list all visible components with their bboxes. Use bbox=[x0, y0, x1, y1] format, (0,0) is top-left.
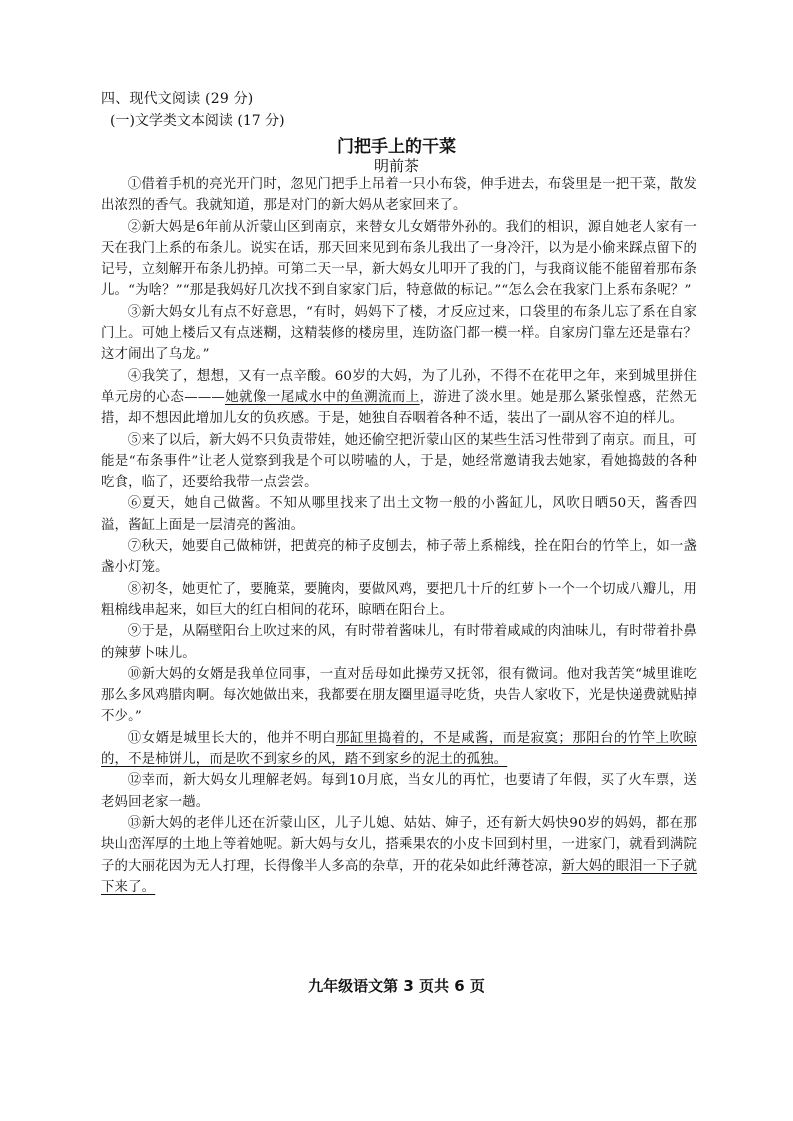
paragraph-12: ⑫幸而，新大妈女儿理解老妈。每到10月底，当女儿的再忙，也要请了年假，买了火车票，送老妈回老家一趟。 bbox=[101, 773, 697, 810]
paragraph-11 bbox=[101, 728, 697, 771]
paragraph-4-text-before: ④我笑了，想想，又有一点辛酸。60岁的大妈，为了儿孙，不得不在花甲之年，来到城里拼住单元房的心态——— bbox=[101, 368, 697, 405]
page-footer: 九年级语文第 3 页共 6 页 bbox=[308, 977, 485, 995]
article-title: 门把手上的干菜 bbox=[337, 137, 456, 157]
paragraph-9: ⑨于是，从隔壁阳台上吹过来的风，有时带着酱味儿，有时带着咸咸的肉油味儿，有时带着扑鼻的辣萝卜味儿。 bbox=[101, 624, 697, 661]
paragraph-7: ⑦秋天，她要自己做柿饼，把黄亮的柿子皮刨去，柿子蒂上系棉线，拴在阳台的竹竿上，如一盏盏小灯笼。 bbox=[101, 539, 697, 576]
paragraph-8: ⑧初冬，她更忙了，要腌菜，要腌肉，要做风鸡，要把几十斤的红萝卜一个一个切成八瓣儿，用粗棉线串起来，如巨大的红白相间的花环，晾晒在阳台上。 bbox=[101, 581, 697, 618]
paragraph-13 bbox=[101, 813, 697, 898]
paragraph-1: ①借着手机的亮光开门时，忽见门把手上吊着一只小布袋，伸手进去，布袋里是一把干菜，散发出浓烈的香气。我就知道，那是对门的新大妈从老家回来了。 bbox=[101, 177, 697, 214]
paragraph-4-underlined: 她就像一尾咸水中的鱼溯流而上 bbox=[224, 389, 420, 405]
paragraph-11-text-before: ⑪女婿是城里长大的，他并不明白 bbox=[127, 730, 337, 746]
paragraph-10: ⑩新大妈的女婿是我单位同事，一直对岳母如此操劳又抚邻，很有微词。他对我苦笑“城里谁吃那么多风鸡腊肉啊。每次她做出来，我都要在朋友圈里逼寻吃货，央告人家收下，光是快递费就贴掉不少。” bbox=[101, 666, 697, 725]
paragraph-3: ③新大妈女儿有点不好意思，“有时，妈妈下了楼，才反应过来，口袋里的布条儿忘了系在自家门上。可她上楼后又有点迷糊，这精装修的楼房里，连防盗门都一模一样。自家房门靠左还是靠右？这才闹出了乌龙。” bbox=[101, 304, 697, 363]
article-author: 明前茶 bbox=[373, 157, 419, 175]
paragraph-2: ②新大妈是6年前从沂蒙山区到南京，来替女儿女婿带外孙的。我们的相识，源自她老人家有一天在我门上系的布条儿。说实在话，那天回来见到布条儿我出了一身冷汗，以为是小偷来踩点留下的记号，立刻解开布条儿扔掉。可第二天一早，新大妈女儿叩开了我的门，与我商议能不能留着那布条儿。“为啥？”“那是我妈好几次找不到自家家门后，特意做的标记。”“怎么会在我家门上系布条呢？” bbox=[101, 219, 697, 299]
paragraph-13-text-before: ⑬新大妈的老伴儿还在沂蒙山区，儿子儿媳、姑姑、婶子，还有新大妈快90岁的妈妈，都在那块山峦浑厚的土地上等着她呢。新大妈与女儿，搭乘果农的小皮卡回到村里，一进家门，就看到满院子的大丽花因为无人打理，长得像半人多高的杂草，开的花朵如此纤薄苍凉， bbox=[101, 815, 697, 874]
section-title: 四、现代文阅读 (29 分) bbox=[101, 91, 254, 107]
paragraph-13-underlined: 新大妈的眼泪一下子就下来了。 bbox=[101, 858, 697, 895]
paragraph-4 bbox=[101, 366, 697, 430]
paragraph-4-text-after: ，游进了淡水里。她是那么紧张惶惑，茫然无措，却不想因此增加儿女的负疚感。于是，她独自吞咽着各种不适，装出了一副从容不迫的样儿。 bbox=[101, 389, 697, 427]
paragraph-11-underlined: 那缸里捣着的，不是咸酱，而是寂寞；那阳台的竹竿上吹晾的，不是柿饼儿，而是吹不到家乡的风，踏不到家乡的泥土的孤独。 bbox=[101, 730, 697, 768]
article-body bbox=[101, 174, 697, 898]
subsection-title: (一)文学类文本阅读 (17 分) bbox=[110, 113, 285, 129]
paragraph-6: ⑥夏天，她自己做酱。不知从哪里找来了出土文物一般的小酱缸儿，风吹日晒50天，酱香四溢，酱缸上面是一层清亮的酱油。 bbox=[101, 496, 697, 533]
paragraph-5: ⑤来了以后，新大妈不只负责带娃，她还偷空把沂蒙山区的某些生活习性带到了南京。而且，可能是“布条事件”让老人觉察到我是个可以唠嗑的人，于是，她经常邀请我去她家，看她捣鼓的各种吃食，临了，还要给我带一点尝尝。 bbox=[101, 432, 697, 491]
